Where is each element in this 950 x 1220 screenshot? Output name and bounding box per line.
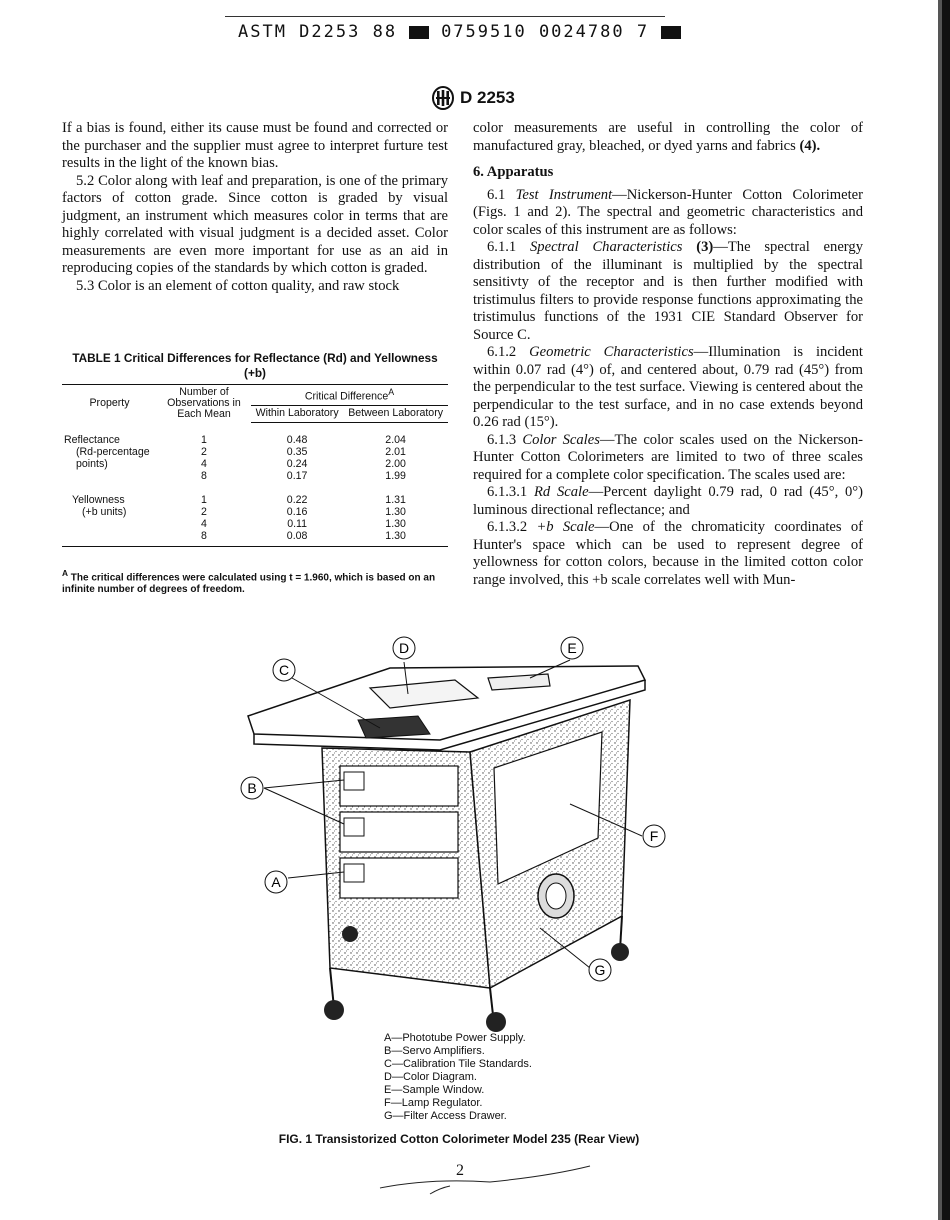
column-header-between: Between Laboratory <box>343 406 448 422</box>
footnote-mark: A <box>388 387 395 398</box>
table-row <box>62 519 448 531</box>
paragraph: 5.3 Color is an element of cotton quality, and raw stock <box>76 277 400 294</box>
clause-text: —The spectral energy distribution of the illuminant is multiplied by the spectral sensitivty of the receptor and is then further modified with tristimulus filters to provide response functions approximating the tristimulus functions of the 1931 CIE Standard Observer for Source C. <box>473 239 863 343</box>
callout-label: B <box>247 780 257 796</box>
clause-title: Color Scales <box>522 431 600 448</box>
right-column <box>473 120 863 589</box>
within-cell: 0.24 <box>286 458 308 470</box>
clause-number: 6.1.3.2 <box>487 519 528 535</box>
caster-wheel <box>324 1000 344 1020</box>
table-footnote <box>62 567 450 596</box>
paragraph <box>473 344 863 432</box>
within-cell: 0.16 <box>286 506 308 518</box>
clause-title: Test Instrument <box>515 186 613 203</box>
between-cell: 2.04 <box>385 434 406 446</box>
between-cell: 2.00 <box>385 458 406 470</box>
observations-cell: 1 <box>201 434 207 446</box>
table-header-row <box>62 385 448 406</box>
between-cell: 1.99 <box>385 470 406 482</box>
column-header-property: Property <box>89 397 130 409</box>
within-cell: 0.11 <box>287 518 308 530</box>
column-header-critical <box>251 385 448 406</box>
clause-number: 6.1.3 <box>487 431 517 448</box>
signature-flourish <box>370 1158 600 1198</box>
observations-cell: 1 <box>201 494 207 506</box>
header-rule <box>225 16 665 17</box>
within-cell: 0.17 <box>286 470 308 482</box>
clause-text: —Illumination is incident within 0.07 rad (4°) of, and centered about, 0.79 rad (45°) from the perpendicular to the test surface. Viewing is centered about the perpendicular to the test surface, and in no case extends beyond 0.26 rad (15°). <box>473 344 863 430</box>
paragraph: If a bias is found, either its cause must be found and corrected or the purchaser and the supplier must agree to interpret furture test results in the light of the known bias. <box>62 120 448 171</box>
observations-cell: 8 <box>201 470 207 482</box>
scan-edge-shadow <box>938 0 942 1220</box>
table-row <box>62 531 448 543</box>
caster-wheel <box>342 926 358 942</box>
legend-item: C—Calibration Tile Standards. <box>384 1058 532 1070</box>
clause-number: 6.1.2 <box>487 344 517 360</box>
between-cell: 1.30 <box>385 530 406 542</box>
callout-label: F <box>649 828 659 844</box>
column-header-within: Within Laboratory <box>251 406 343 422</box>
paragraph-text: color measurements are useful in controlling the color of manufactured gray, bleached, or dyed yarns and fabrics <box>473 120 863 154</box>
paragraph <box>473 432 863 485</box>
caster-wheel <box>486 1012 506 1032</box>
table-row <box>62 447 448 459</box>
callout-label: G <box>594 962 606 978</box>
paragraph: 5.2 Color along with leaf and preparation, is one of the primary factors of cotton grade. Since cotton is graded by visual judgment, an instrument which measures color in terms that are highly correlated with visual judgment is a decided asset. Color measurements are even more important for use as an aid in reproducing copies of the standards by which cotton is graded. <box>62 172 448 276</box>
between-cell: 1.30 <box>385 518 406 530</box>
table-caption: TABLE 1 Critical Differences for Reflectance (Rd) and Yellowness (+b) <box>72 351 438 380</box>
critical-differences-table <box>62 384 448 547</box>
table-row <box>62 495 448 507</box>
clause-text: —Percent daylight 0.79 rad, 0 rad (45°, 0°) luminous directional reflectance; and <box>473 484 864 518</box>
callout-label: A <box>271 874 281 890</box>
barcode-block-icon <box>409 26 429 39</box>
document-header <box>238 22 681 42</box>
figure-legend <box>384 1032 532 1123</box>
observations-cell: 4 <box>201 458 207 470</box>
clause-number: 6.1.3.1 <box>487 484 528 500</box>
scan-edge <box>942 0 950 1220</box>
property-cell: Yellowness <box>72 494 125 506</box>
property-cell <box>62 519 157 531</box>
within-cell: 0.35 <box>286 446 308 458</box>
clause-title: Rd Scale <box>533 484 589 500</box>
paragraph <box>473 120 863 155</box>
clause-title: +b Scale <box>536 519 595 535</box>
table-row <box>62 507 448 519</box>
between-cell: 1.31 <box>385 494 406 506</box>
legend-item: E—Sample Window. <box>384 1084 485 1096</box>
footnote-text: The critical differences were calculated using t = 1.960, which is based on an infinite number of degrees of freedom. <box>62 572 436 596</box>
page-number: 2 <box>456 1162 464 1179</box>
column-header-observations: Number of Observations in Each Mean <box>167 386 241 420</box>
legend-item: D—Color Diagram. <box>384 1071 477 1083</box>
designation-text: D 2253 <box>460 88 515 107</box>
property-cell: (Rd-percentage <box>76 446 150 458</box>
astm-logo-icon <box>432 86 454 110</box>
colorimeter-figure <box>230 628 670 1034</box>
header-code-right: 0759510 0024780 7 <box>441 22 650 42</box>
left-column <box>62 120 448 295</box>
callout-label: E <box>567 640 577 656</box>
property-cell: (+b units) <box>82 506 127 518</box>
critical-header-text: Critical Difference <box>304 390 389 403</box>
clause-number: 6.1 <box>487 186 506 203</box>
legend-item: G—Filter Access Drawer. <box>384 1110 507 1122</box>
within-cell: 0.48 <box>286 434 308 446</box>
callout-label: C <box>278 662 290 678</box>
paragraph <box>473 239 863 344</box>
calibration-tiles <box>358 716 430 738</box>
property-cell <box>62 531 157 543</box>
paragraph <box>473 187 863 240</box>
clause-title: Geometric Characteristics <box>529 344 694 360</box>
table-row <box>62 459 448 471</box>
property-cell <box>62 471 157 483</box>
header-code-left: ASTM D2253 88 <box>238 22 398 42</box>
paragraph <box>473 484 863 519</box>
caster-wheel <box>611 943 629 961</box>
table-row <box>62 471 448 483</box>
footnote-mark: A <box>62 568 69 578</box>
clause-text: —One of the chromaticity coordinates of Hunter's space which can be used to represent degree of yellowness for cotton colors, because in the limited cotton color range involved, this +b scale correlates well with Mun- <box>473 519 863 588</box>
within-cell: 0.08 <box>286 530 308 542</box>
table-row <box>62 435 448 447</box>
between-cell: 1.30 <box>385 506 406 518</box>
clause-text: —Nickerson-Hunter Cotton Colorimeter (Figs. 1 and 2). The spectral and geometric characteristics and color scales of this instrument are as follows: <box>473 186 863 238</box>
callout-label: D <box>398 640 410 656</box>
legend-item: B—Servo Amplifiers. <box>384 1045 485 1057</box>
section-heading: 6. Apparatus <box>473 164 554 180</box>
between-cell: 2.01 <box>385 446 406 458</box>
observations-cell: 4 <box>201 518 207 530</box>
observations-cell: 8 <box>201 530 207 542</box>
clause-title: Spectral Characteristics <box>530 239 683 255</box>
reference: (3) <box>696 239 714 255</box>
reference: (4). <box>799 137 821 154</box>
legend-item: F—Lamp Regulator. <box>384 1097 483 1109</box>
figure-caption: FIG. 1 Transistorized Cotton Colorimeter Model 235 (Rear View) <box>278 1132 640 1146</box>
observations-cell: 2 <box>201 446 207 458</box>
barcode-block-icon <box>661 26 681 39</box>
property-cell: points) <box>76 458 108 470</box>
clause-number: 6.1.1 <box>487 239 517 255</box>
within-cell: 0.22 <box>286 494 308 506</box>
legend-item: A—Phototube Power Supply. <box>384 1032 526 1044</box>
observations-cell: 2 <box>201 506 207 518</box>
clause-text: —The color scales used on the Nickerson-Hunter Cotton Colorimeters are limited to two of three scales required for a complete color specification. The scales used are: <box>473 431 863 483</box>
property-cell: Reflectance <box>64 434 120 446</box>
standard-designation <box>432 86 515 110</box>
paragraph <box>473 519 863 589</box>
